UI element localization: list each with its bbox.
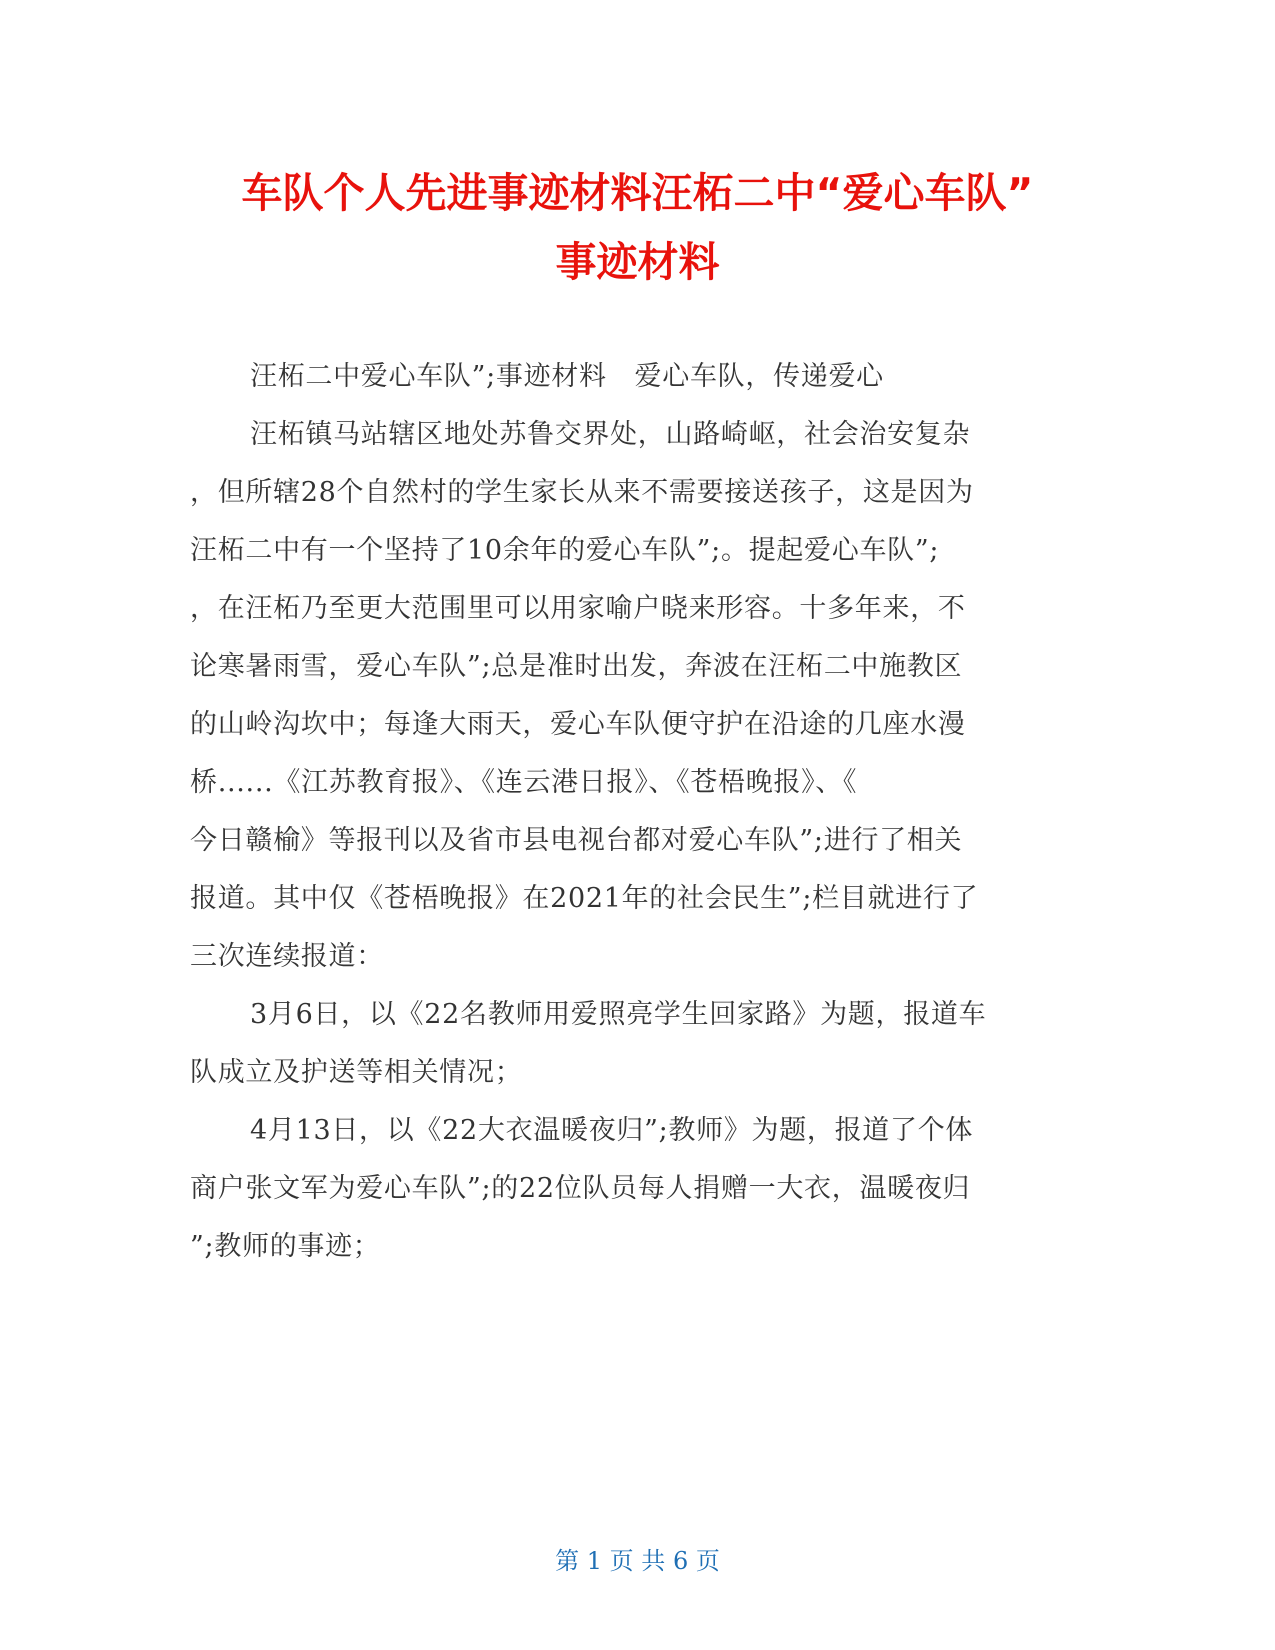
body-line-3: ，但所辖28个自然村的学生家长从来不需要接送孩子，这是因为	[190, 477, 974, 508]
body-line-5: ，在汪柘乃至更大范围里可以用家喻户晓来形容。十多年来，不	[190, 593, 966, 624]
body-line-13: 队成立及护送等相关情况；	[190, 1057, 523, 1088]
body-line-4: 汪柘二中有一个坚持了10余年的爱心车队”;。提起爱心车队”;	[190, 535, 940, 566]
body-line-15: 商户张文军为爱心车队”;的22位队员每人捐赠一大衣，温暖夜归	[190, 1173, 971, 1204]
body-line-2: 汪柘镇马站辖区地处苏鲁交界处，山路崎岖，社会治安复杂	[250, 419, 971, 450]
body-line-7: 的山岭沟坎中；每逢大雨天，爱心车队便守护在沿途的几座水漫	[190, 709, 966, 740]
body-line-10: 报道。其中仅《苍梧晚报》在2021年的社会民生”;栏目就进行了	[190, 883, 979, 914]
document-title-line-2: 事迹材料	[555, 238, 720, 286]
page-number-footer: 第 1 页 共 6 页	[555, 1547, 720, 1575]
body-line-14: 4月13日，以《22大衣温暖夜归”;教师》为题，报道了个体	[250, 1115, 974, 1146]
body-line-8: 桥......《江苏教育报》、《连云港日报》、《苍梧晚报》、《	[190, 767, 858, 798]
body-line-9: 今日赣榆》等报刊以及省市县电视台都对爱心车队”;进行了相关	[190, 825, 963, 856]
body-line-1: 汪柘二中爱心车队”;事迹材料 爱心车队，传递爱心	[250, 361, 884, 392]
body-line-11: 三次连续报道：	[190, 941, 384, 972]
body-line-6: 论寒暑雨雪，爱心车队”;总是准时出发，奔波在汪柘二中施教区	[190, 651, 963, 682]
document-title-line-1: 车队个人先进事迹材料汪柘二中“爱心车队”	[241, 169, 1034, 217]
body-line-16: ”;教师的事迹；	[190, 1231, 381, 1262]
body-line-12: 3月6日，以《22名教师用爱照亮学生回家路》为题，报道车	[250, 999, 987, 1030]
